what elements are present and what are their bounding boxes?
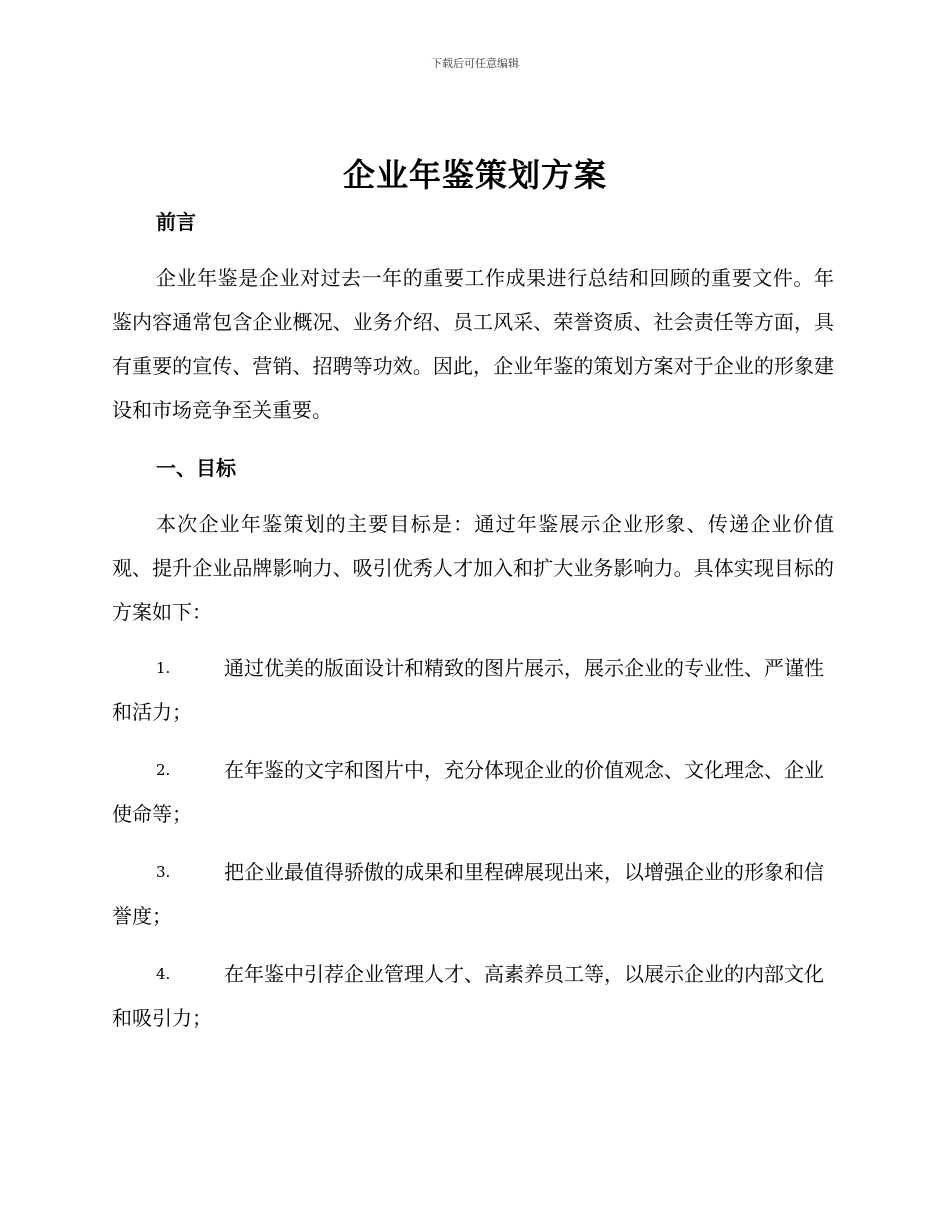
goals-paragraph: 本次企业年鉴策划的主要目标是：通过年鉴展示企业形象、传递企业价值观、提升企业品牌影响力、吸引优秀人才加入和扩大业务影响力。具体实现目标的方案如下： — [112, 512, 834, 624]
document-title: 企业年鉴策划方案 — [342, 156, 607, 194]
preface-paragraph: 企业年鉴是企业对过去一年的重要工作成果进行总结和回顾的重要文件。年鉴内容通常包含企业概况、业务介绍、员工风采、荣誉资质、社会责任等方面，具有重要的宣传、营销、招聘等功效。因此，企业年鉴的策划方案对于企业的形象建设和市场竞争至关重要。 — [112, 266, 834, 422]
list-item-text: 在年鉴中引荐企业管理人才、高素养员工等，以展示企业的内部文化和吸引力； — [112, 962, 824, 1030]
list-item-text: 在年鉴的文字和图片中，充分体现企业的价值观念、文化理念、企业使命等； — [112, 758, 824, 826]
header-note: 下载后可任意编辑 — [431, 57, 519, 70]
list-item-number: 1. — [156, 659, 171, 677]
goals-list — [112, 646, 834, 1040]
list-item-text: 通过优美的版面设计和精致的图片展示，展示企业的专业性、严谨性和活力； — [112, 656, 824, 724]
document-body — [112, 200, 834, 1054]
section-heading-goals: 一、目标 — [156, 456, 236, 480]
list-item — [112, 646, 834, 734]
list-item-number: 2. — [156, 761, 171, 779]
list-item-number: 3. — [156, 863, 171, 881]
list-item-text: 把企业最值得骄傲的成果和里程碑展现出来，以增强企业的形象和信誉度； — [112, 860, 824, 928]
list-item — [112, 952, 834, 1040]
list-item — [112, 850, 834, 938]
list-item-number: 4. — [156, 965, 171, 983]
section-heading-preface: 前言 — [156, 210, 196, 234]
list-item — [112, 748, 834, 836]
